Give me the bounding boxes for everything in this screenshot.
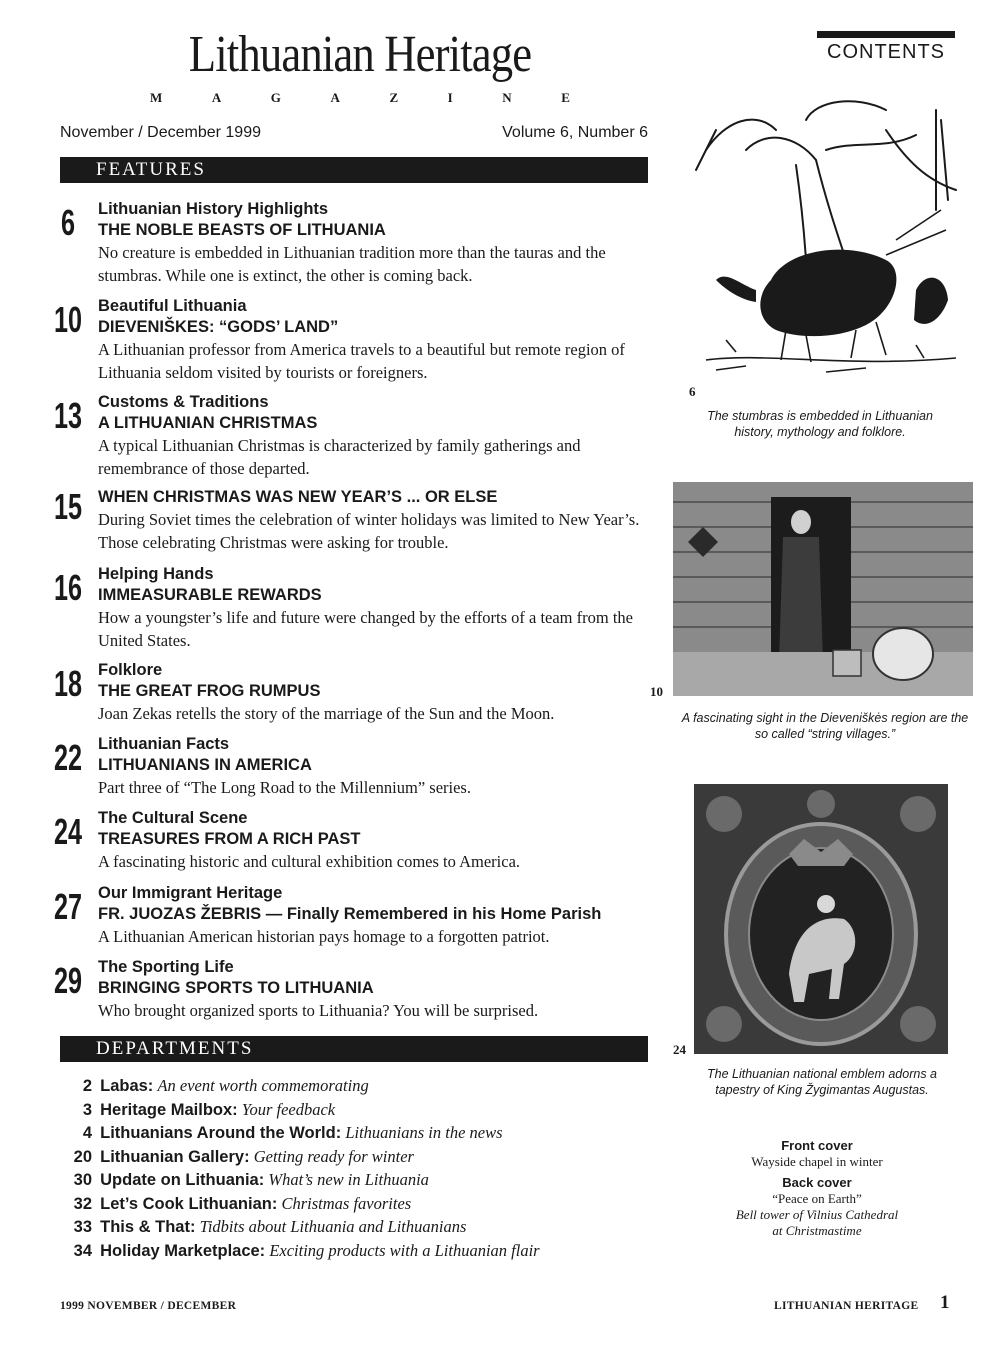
department-description: What’s new in Lithuania [268, 1170, 429, 1189]
issue-date: November / December 1999 [60, 124, 261, 141]
feature-headline: DIEVENIŠKES: “GODS’ LAND” [98, 318, 339, 336]
feature-category: Helping Hands [98, 565, 214, 583]
feature-description: A Lithuanian American historian pays homage to a forgotten patriot. [98, 927, 550, 946]
feature-headline: BRINGING SPORTS TO LITHUANIA [98, 979, 374, 997]
front-cover-label: Front cover [781, 1138, 853, 1153]
feature-page-number: 24 [53, 811, 83, 852]
department-title: Lithuanian Gallery: [100, 1147, 250, 1166]
department-title: Heritage Mailbox: [100, 1100, 238, 1119]
picture-page-number: 10 [650, 684, 663, 699]
contents-label: CONTENTS [817, 31, 955, 67]
feature-description: How a youngster’s life and future were changed by the efforts of a team from the United States. [98, 608, 633, 650]
feature-headline: WHEN CHRISTMAS WAS NEW YEAR’S ... OR ELSE [98, 488, 498, 506]
picture-page-number: 24 [673, 1042, 686, 1057]
feature-category: The Cultural Scene [98, 809, 248, 827]
tapestry-photo [694, 784, 948, 1054]
picture-page-number: 6 [689, 384, 696, 399]
feature-page-number: 13 [53, 395, 83, 436]
department-title: Holiday Marketplace: [100, 1241, 266, 1260]
picture-caption: A fascinating sight in the Dieveniškės region are the so called “string villages.” [681, 711, 969, 741]
picture-caption: The Lithuanian national emblem adorns a tapestry of King Žygimantas Augustas. [706, 1067, 937, 1097]
feature-category: Beautiful Lithuania [98, 297, 247, 315]
footer-issue: 1999 NOVEMBER / DECEMBER [60, 1300, 237, 1312]
magazine-subtitle: M A G A Z I N E [150, 90, 570, 105]
feature-description: A typical Lithuanian Christmas is characterized by family gatherings and remembrance of those departed. [98, 436, 581, 478]
feature-headline: THE NOBLE BEASTS OF LITHUANIA [98, 221, 386, 239]
department-page-number: 32 [73, 1194, 92, 1213]
department-page-number: 20 [73, 1147, 92, 1166]
issue-volume: Volume 6, Number 6 [502, 124, 648, 141]
department-title: Let’s Cook Lithuanian: [100, 1194, 278, 1213]
department-item[interactable] [46, 1192, 646, 1217]
back-cover-description-line2: at Christmastime [772, 1223, 862, 1238]
feature-category: Customs & Traditions [98, 393, 269, 411]
feature-category: Our Immigrant Heritage [98, 884, 283, 902]
feature-description: No creature is embedded in Lithuanian tradition more than the tauras and the stumbras. While one is extinct, the other is coming back. [98, 243, 606, 285]
feature-category: The Sporting Life [98, 958, 234, 976]
feature-description: During Soviet times the celebration of winter holidays was limited to New Year’s. Those celebrating Christmas were asking for trouble. [98, 510, 640, 552]
feature-category: Folklore [98, 661, 163, 679]
department-description: Exciting products with a Lithuanian flair [269, 1240, 540, 1260]
department-description: Christmas favorites [281, 1193, 412, 1213]
back-cover-description: Bell tower of Vilnius Cathedral [735, 1207, 899, 1222]
department-item[interactable] [46, 1239, 646, 1264]
bison-sketch-icon [686, 90, 970, 382]
feature-headline: FR. JUOZAS ŽEBRIS — Finally Remembered in his Home Parish [98, 905, 602, 923]
department-title: Lithuanians Around the World: [100, 1124, 342, 1142]
department-description: An event worth commemorating [157, 1076, 369, 1095]
department-page-number: 4 [82, 1124, 92, 1142]
feature-page-number: 16 [53, 567, 83, 608]
feature-page-number: 15 [53, 486, 83, 527]
issue-line [60, 124, 648, 142]
back-cover-label: Back cover [782, 1175, 852, 1190]
department-page-number: 2 [82, 1077, 92, 1095]
feature-headline: THE GREAT FROG RUMPUS [98, 682, 321, 700]
picture-caption: The stumbras is embedded in Lithuanian history, mythology and folklore. [707, 409, 933, 439]
department-title: Labas: [100, 1077, 154, 1095]
department-page-number: 34 [73, 1241, 92, 1260]
feature-description: A fascinating historic and cultural exhibition comes to America. [98, 852, 521, 871]
village-photo [673, 482, 973, 696]
feature-page-number: 29 [53, 960, 83, 1001]
stumbras-illustration [686, 90, 970, 382]
feature-category: Lithuanian History Highlights [98, 200, 329, 218]
department-description: Lithuanians in the news [345, 1123, 503, 1142]
feature-headline: LITHUANIANS IN AMERICA [98, 756, 312, 774]
feature-page-number: 18 [53, 663, 83, 704]
department-description: Your feedback [241, 1099, 336, 1119]
feature-category: Lithuanian Facts [98, 735, 230, 753]
department-description: Getting ready for winter [253, 1146, 414, 1166]
feature-headline: IMMEASURABLE REWARDS [98, 586, 322, 604]
feature-description: Joan Zekas retells the story of the marriage of the Sun and the Moon. [98, 704, 555, 723]
doorway-photo-icon [673, 482, 973, 696]
department-item[interactable] [46, 1098, 646, 1123]
department-title: This & That: [100, 1218, 196, 1236]
feature-page-number: 27 [53, 886, 83, 927]
feature-headline: TREASURES FROM A RICH PAST [98, 830, 361, 848]
department-title: Update on Lithuania: [100, 1171, 265, 1189]
footer-magazine-name: LITHUANIAN HERITAGE [774, 1300, 919, 1312]
cover-info [722, 1138, 912, 1239]
department-page-number: 3 [82, 1100, 92, 1119]
feature-page-number: 22 [53, 737, 83, 778]
department-item[interactable] [46, 1121, 646, 1146]
feature-page-number: 6 [60, 202, 76, 243]
features-heading: FEATURES [60, 157, 648, 183]
departments-heading: DEPARTMENTS [60, 1036, 648, 1062]
feature-description: A Lithuanian professor from America travels to a beautiful but remote region of Lithuania seldom visited by tourists or foreigners. [98, 340, 625, 382]
department-item[interactable] [46, 1168, 646, 1193]
department-page-number: 33 [73, 1218, 92, 1236]
feature-description: Who brought organized sports to Lithuania? You will be surprised. [98, 1001, 539, 1020]
feature-page-number: 10 [53, 299, 83, 340]
tapestry-emblem-icon [694, 784, 948, 1054]
department-description: Tidbits about Lithuania and Lithuanians [199, 1217, 467, 1236]
feature-description: Part three of “The Long Road to the Millennium” series. [98, 778, 471, 797]
magazine-title: Lithuanian Heritage [188, 26, 532, 83]
front-cover-description: Wayside chapel in winter [751, 1154, 883, 1169]
department-item[interactable] [46, 1215, 646, 1240]
feature-headline: A LITHUANIAN CHRISTMAS [98, 414, 318, 432]
back-cover-title: “Peace on Earth” [772, 1191, 862, 1206]
department-item[interactable] [46, 1074, 646, 1099]
department-page-number: 30 [73, 1171, 92, 1189]
footer-page-number: 1 [940, 1292, 950, 1313]
department-item[interactable] [46, 1145, 646, 1170]
